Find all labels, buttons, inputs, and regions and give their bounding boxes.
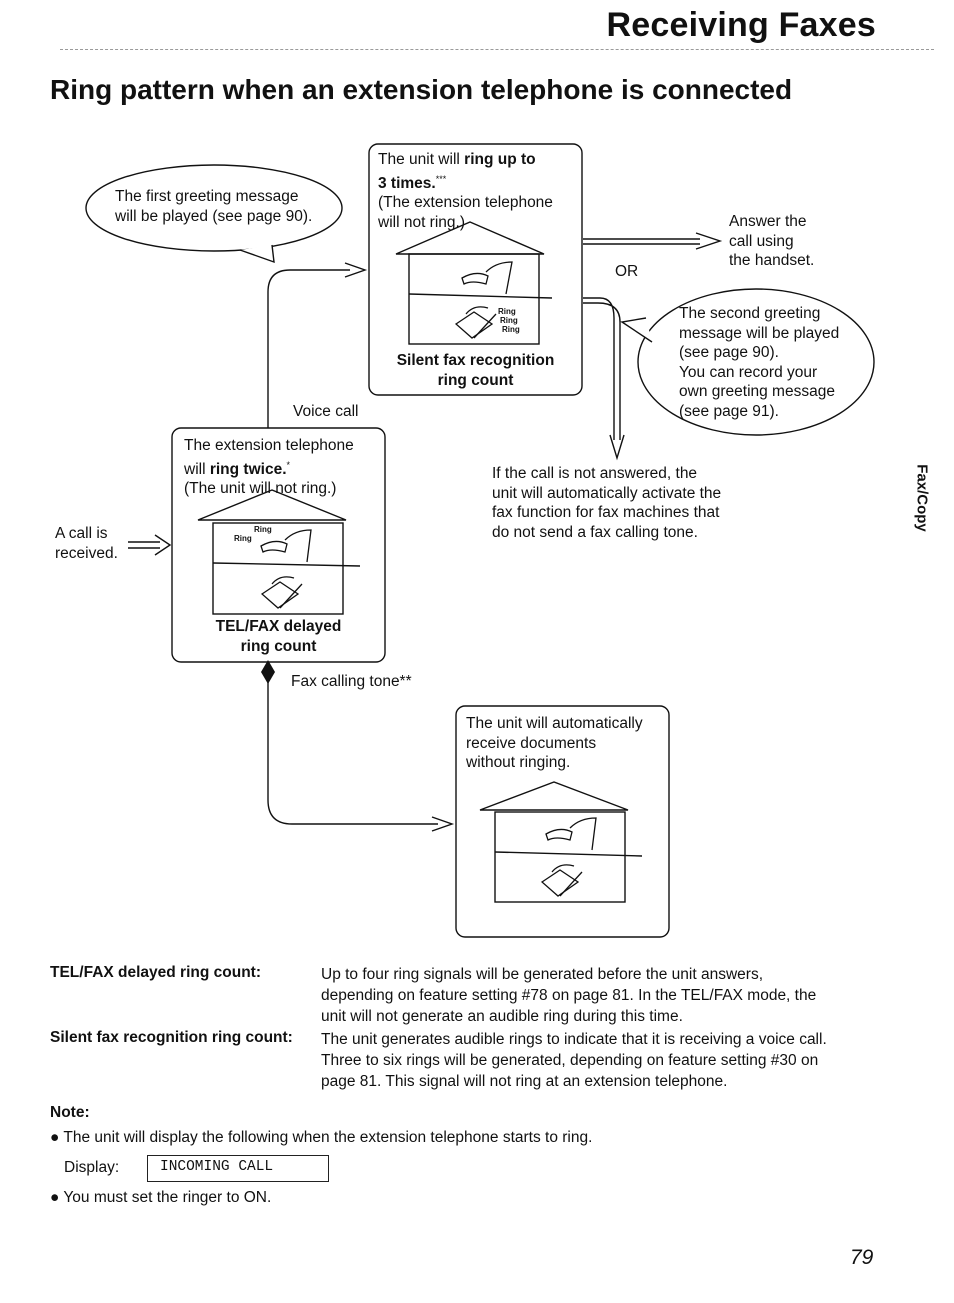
side-tab	[902, 448, 942, 548]
display-label: Display:	[64, 1159, 120, 1176]
bullet-icon: ●	[50, 1189, 64, 1206]
silent-box-text: The unit will ring up to 3 times.*** (The extension telephone will not ring.)	[378, 151, 553, 231]
tel-box-text: The extension telephone will ring twice.* (The unit will not ring.)	[184, 437, 354, 498]
ring-label: Ring	[500, 316, 518, 325]
note-bullet: ● You must set the ringer to ON.	[50, 1189, 272, 1206]
ring-label: Ring	[498, 307, 516, 316]
not-answered-text: If the call is not answered, the unit will automatically activate the fax function for fax machines that do not send a fax calling tone.	[492, 465, 722, 541]
auto-box-text: The unit will automatically receive documents without ringing.	[466, 715, 643, 771]
section-title: Ring pattern when an extension telephone is connected	[50, 74, 793, 105]
tel-box-caption: TEL/FAX delayed ring count	[215, 618, 342, 655]
display-readout: INCOMING CALL	[147, 1155, 329, 1182]
definition-term: Silent fax recognition ring count:	[50, 1029, 293, 1046]
silent-box-caption: Silent fax recognition ring count	[396, 352, 555, 389]
ring-label: Ring	[254, 525, 272, 534]
page-header-title: Receiving Faxes	[606, 6, 876, 44]
definition-body: Up to four ring signals will be generated before the unit answers, depending on feature setting #78 on page 81. In the TEL/FAX mode, the unit will not generate an audible ring during this time.	[321, 966, 817, 1025]
note-title: Note:	[50, 1104, 90, 1121]
ring-label: Ring	[502, 325, 520, 334]
page-number: 79	[850, 1246, 874, 1269]
note-bullet: ● The unit will display the following when the extension telephone starts to ring.	[50, 1129, 593, 1146]
answer-handset-text: Answer the call using the handset.	[729, 213, 815, 269]
fax-tone-diamond	[261, 660, 275, 684]
definition-term: TEL/FAX delayed ring count:	[50, 964, 261, 981]
fax-tone-label: Fax calling tone**	[291, 673, 412, 690]
definition-body: The unit generates audible rings to indicate that it is receiving a voice call. Three to six rings will be generated, depending on feature setting #30 on page 81. This signal will not ring at an extension telephone.	[321, 1031, 827, 1090]
bullet-icon: ●	[50, 1129, 64, 1146]
side-tab-label: Fax/Copy	[913, 464, 931, 532]
call-received-text: A call is received.	[55, 525, 118, 562]
voice-call-label: Voice call	[293, 403, 359, 420]
or-label: OR	[615, 263, 639, 280]
first-greeting-text: The first greeting message will be played (see page 90).	[115, 188, 313, 225]
second-greeting-text: The second greeting message will be played (see page 90). You can record your own greeting message (see page 91).	[679, 305, 840, 420]
ring-label: Ring	[234, 534, 252, 543]
